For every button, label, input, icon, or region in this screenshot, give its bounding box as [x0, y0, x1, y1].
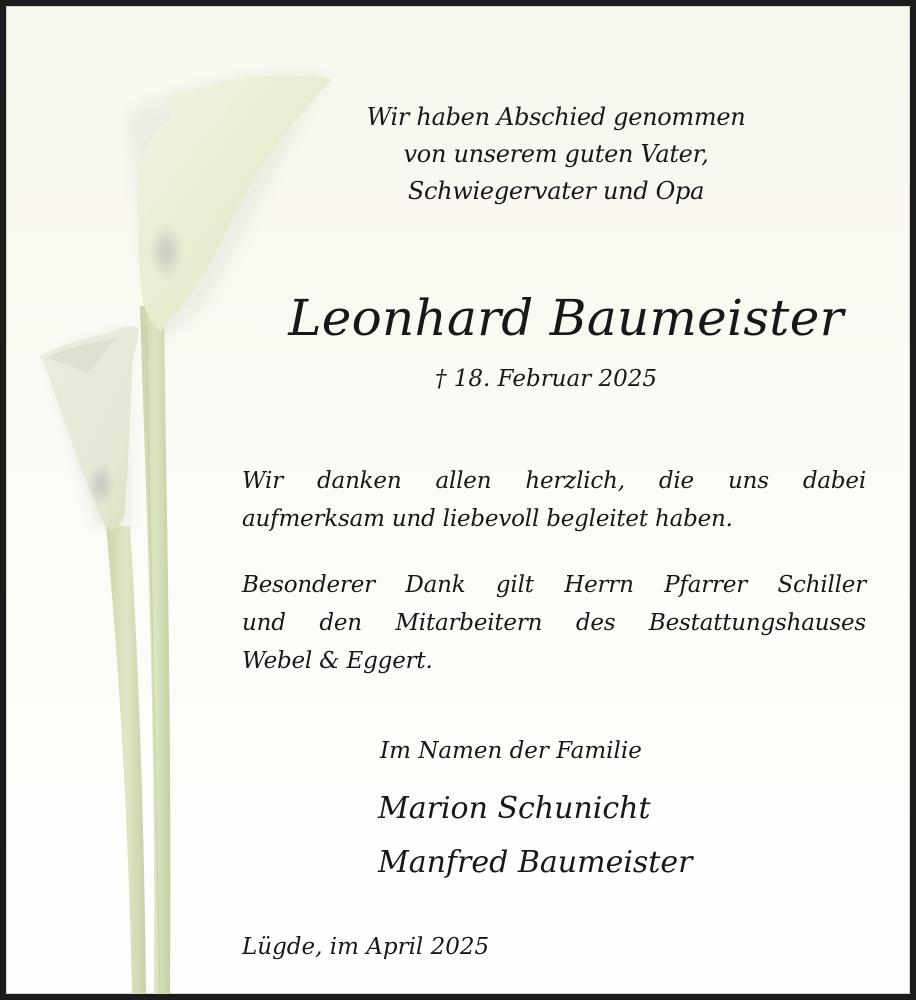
signer-name: Marion Schunicht [378, 791, 651, 826]
paragraph-line: und den Mitarbeitern des Bestattungshauses [242, 610, 866, 636]
intro-line: Schwiegervater und Opa [407, 177, 705, 205]
paragraph-line: Besonderer Dank gilt Herrn Pfarrer Schiller [242, 572, 866, 598]
thanks-paragraph-1 [242, 462, 866, 538]
obituary-card [6, 6, 910, 994]
thanks-paragraph-2 [242, 566, 866, 680]
intro-line: Wir haben Abschied genommen [366, 103, 746, 131]
place-date: Lügde, im April 2025 [242, 934, 490, 960]
intro-line: von unserem guten Vater, [403, 140, 709, 168]
death-date: † 18. Februar 2025 [434, 366, 658, 392]
signer-name: Manfred Baumeister [378, 845, 693, 880]
paragraph-line: aufmerksam und liebevoll begleitet haben. [242, 506, 733, 532]
deceased-name: Leonhard Baumeister [288, 289, 844, 347]
paragraph-line: Wir danken allen herzlich, die uns dabei [242, 468, 866, 494]
paragraph-line: Webel & Eggert. [242, 648, 433, 674]
intro-text [306, 99, 806, 210]
family-label: Im Namen der Familie [380, 738, 642, 764]
